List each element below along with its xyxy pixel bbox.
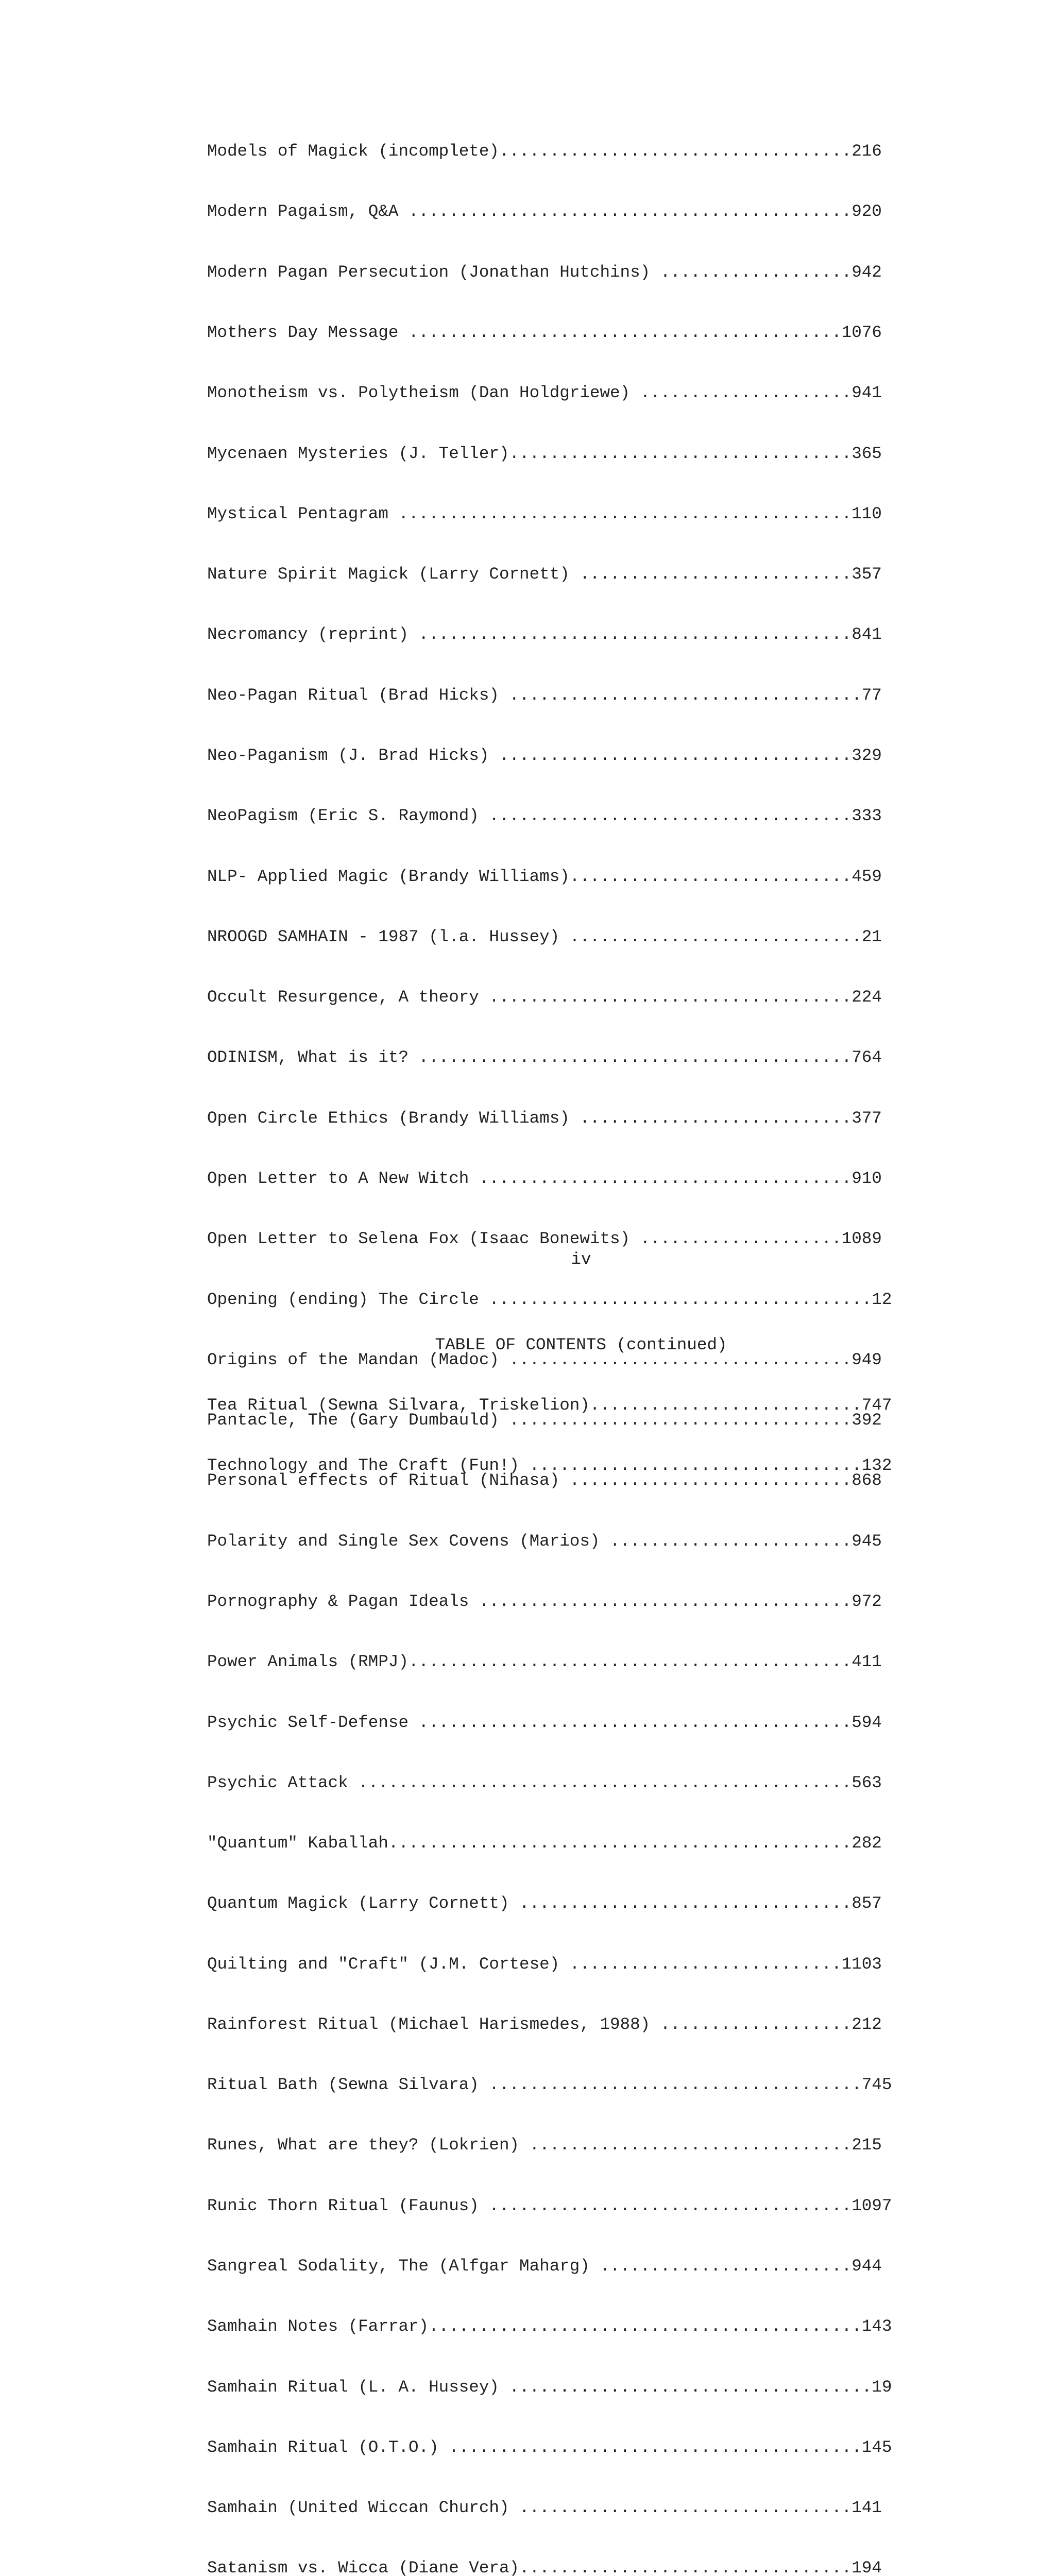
toc-entry: Origins of the Mandan (Madoc) ..................................949	[207, 1350, 882, 1369]
toc-entry: NLP- Applied Magic (Brandy Williams)............................459	[207, 867, 882, 886]
toc-entry: Runic Thorn Ritual (Faunus) ....................................1097	[207, 2196, 892, 2215]
toc-entry: Pornography & Pagan Ideals .....................................972	[207, 1591, 882, 1611]
toc-entry: Monotheism vs. Polytheism (Dan Holdgriewe) .....................941	[207, 383, 882, 403]
toc-entry: Ritual Bath (Sewna Silvara) .....................................745	[207, 2075, 892, 2095]
toc-entry: Samhain Ritual (O.T.O.) .........................................145	[207, 2437, 892, 2457]
toc-entry: Open Letter to Selena Fox (Isaac Bonewits) ....................1089	[207, 1229, 882, 1249]
toc-entry: ODINISM, What is it? ...........................................764	[207, 1048, 882, 1067]
toc-entry: Rainforest Ritual (Michael Harismedes, 1988) ...................212	[207, 2014, 882, 2034]
toc-entries-list-continued	[207, 1355, 892, 1516]
toc-entry: Technology and The Craft (Fun!) .................................132	[207, 1456, 892, 1476]
toc-entry: Neo-Paganism (J. Brad Hicks) ...................................329	[207, 746, 882, 765]
toc-entry: NROOGD SAMHAIN - 1987 (l.a. Hussey) .............................21	[207, 927, 882, 946]
toc-entry: Tea Ritual (Sewna Silvara, Triskelion)...........................747	[207, 1396, 892, 1415]
toc-entry: Satanism vs. Wicca (Diane Vera).................................194	[207, 2558, 882, 2576]
toc-entry: Polarity and Single Sex Covens (Marios) ........................945	[207, 1531, 882, 1551]
toc-entry: Power Animals (RMPJ)............................................411	[207, 1652, 882, 1672]
toc-entry: Mystical Pentagram .............................................110	[207, 504, 882, 523]
toc-entry: Psychic Self-Defense ...........................................594	[207, 1713, 882, 1732]
toc-entry: Personal effects of Ritual (Nihasa) ............................868	[207, 1471, 882, 1490]
toc-entry: Samhain Ritual (L. A. Hussey) ....................................19	[207, 2377, 892, 2397]
toc-entry: Opening (ending) The Circle ......................................12	[207, 1290, 892, 1309]
toc-entry: Necromancy (reprint) ...........................................841	[207, 625, 882, 645]
toc-entry: Sangreal Sodality, The (Alfgar Maharg) .........................944	[207, 2257, 882, 2276]
toc-entry: Models of Magick (incomplete)...................................216	[207, 142, 882, 161]
toc-entry: Quilting and "Craft" (J.M. Cortese) ...........................1103	[207, 1954, 882, 1974]
toc-entry: Modern Pagaism, Q&A ............................................920	[207, 202, 882, 222]
toc-entry: Neo-Pagan Ritual (Brad Hicks) ...................................77	[207, 685, 882, 705]
toc-entry: NeoPagism (Eric S. Raymond) ....................................333	[207, 806, 882, 826]
toc-entry: Mothers Day Message ...........................................1076	[207, 323, 882, 343]
toc-entry: Modern Pagan Persecution (Jonathan Hutchins) ...................942	[207, 262, 882, 282]
page-number: iv	[571, 1250, 591, 1269]
toc-entry: Runes, What are they? (Lokrien) ................................215	[207, 2136, 882, 2155]
toc-entry: Open Circle Ethics (Brandy Williams) ...........................377	[207, 1108, 882, 1128]
toc-entry: Quantum Magick (Larry Cornett) .................................857	[207, 1894, 882, 1913]
toc-entry: Occult Resurgence, A theory ....................................224	[207, 988, 882, 1007]
toc-entry: Samhain (United Wiccan Church) .................................141	[207, 2498, 882, 2518]
toc-entry: "Quantum" Kaballah..............................................282	[207, 1834, 882, 1853]
toc-entry: Pantacle, The (Gary Dumbauld) ..................................392	[207, 1411, 882, 1430]
toc-entry: Open Letter to A New Witch .....................................910	[207, 1168, 882, 1188]
toc-entry: Mycenaen Mysteries (J. Teller)..................................365	[207, 444, 882, 463]
toc-entry: Psychic Attack .................................................563	[207, 1773, 882, 1792]
toc-continued-heading: TABLE OF CONTENTS (continued)	[435, 1335, 727, 1354]
toc-entry: Nature Spirit Magick (Larry Cornett) ...........................357	[207, 565, 882, 584]
toc-entry: Samhain Notes (Farrar)...........................................143	[207, 2317, 892, 2336]
